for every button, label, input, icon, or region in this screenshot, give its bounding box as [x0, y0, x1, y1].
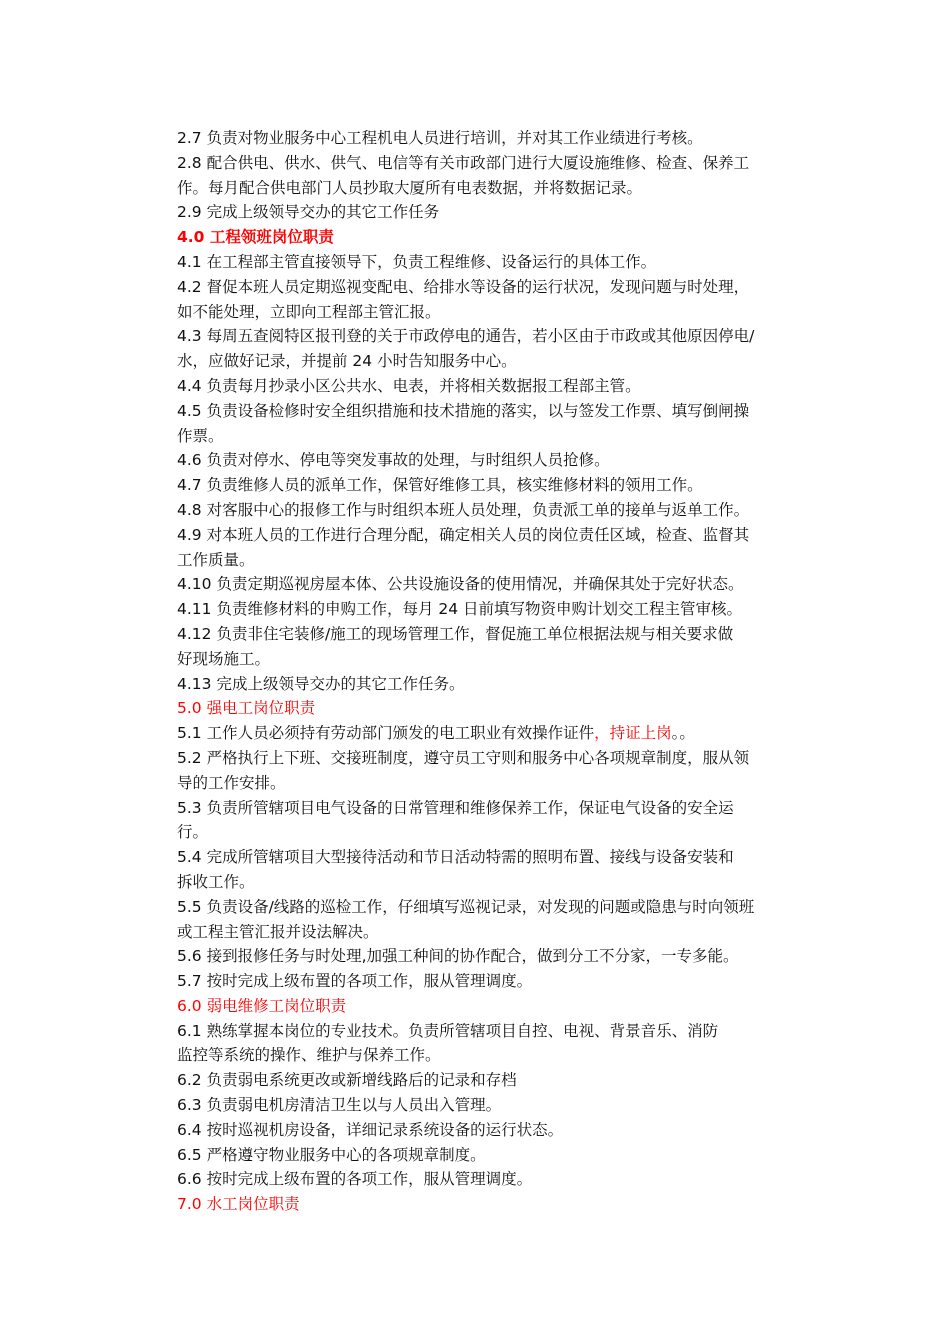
highlight-text: ，持证上岗 [594, 724, 672, 743]
text-line: 4.13 完成上级领导交办的其它工作任务。 [177, 674, 465, 693]
text-line: 4.9 对本班人员的工作进行合理分配，确定相关人员的岗位责任区域，检查、监督其 [177, 525, 750, 544]
text-line: 4.4 负责每月抄录小区公共水、电表，并将相关数据报工程部主管。 [177, 376, 641, 395]
text-line: 6.2 负责弱电系统更改或新增线路后的记录和存档 [177, 1071, 517, 1090]
section-heading: 5.0 强电工岗位职责 [177, 699, 316, 718]
text-line: 6.1 熟练掌握本岗位的专业技术。负责所管辖项目自控、电视、背景音乐、消防 [177, 1021, 719, 1040]
text-segment: 。。 [671, 724, 695, 743]
text-line: 5.2 严格执行上下班、交接班制度，遵守员工守则和服务中心各项规章制度，服从领 [177, 748, 750, 767]
text-line: 好现场施工。 [177, 649, 271, 668]
text-line: 4.10 负责定期巡视房屋本体、公共设施设备的使用情况，并确保其处于完好状态。 [177, 575, 744, 594]
text-line: 2.7 负责对物业服务中心工程机电人员进行培训，并对其工作业绩进行考核。 [177, 129, 703, 147]
text-line: 或工程主管汇报并设法解决。 [177, 922, 379, 941]
text-line: 5.5 负责设备/线路的巡检工作，仔细填写巡视记录，对发现的问题或隐患与时向领班 [177, 897, 755, 916]
text-line: 6.5 严格遵守物业服务中心的各项规章制度。 [177, 1145, 486, 1164]
text-line: 6.4 按时巡视机房设备，详细记录系统设备的运行状态。 [177, 1120, 564, 1139]
text-line: 水，应做好记录，并提前 24 小时告知服务中心。 [177, 352, 517, 371]
text-segment: 5.1 工作人员必须持有劳动部门颁发的电工职业有效操作证件 [177, 724, 595, 743]
text-line: 拆收工作。 [177, 872, 255, 891]
text-line: 4.8 对客服中心的报修工作与时组织本班人员处理，负责派工单的接单与返单工作。 [177, 500, 750, 519]
text-line: 4.5 负责设备检修时安全组织措施和技术措施的落实，以与签发工作票、填写倒闸操 [177, 401, 750, 420]
text-line: 5.7 按时完成上级布置的各项工作，服从管理调度。 [177, 972, 533, 991]
section-heading: 4.0 工程领班岗位职责 [177, 228, 334, 247]
text-line: 作。每月配合供电部门人员抄取大厦所有电表数据，并将数据记录。 [177, 178, 643, 197]
text-line: 4.7 负责维修人员的派单工作，保管好维修工具，核实维修材料的领用工作。 [177, 476, 703, 495]
text-line: 2.8 配合供电、供水、供气、电信等有关市政部门进行大厦设施维修、检查、保养工 [177, 153, 750, 172]
text-line: 5.4 完成所管辖项目大型接待活动和节日活动特需的照明布置、接线与设备安装和 [177, 848, 734, 867]
text-line: 5.3 负责所管辖项目电气设备的日常管理和维修保养工作，保证电气设备的安全运 [177, 798, 734, 817]
text-line: 工作质量。 [177, 550, 255, 569]
text-line: 4.6 负责对停水、停电等突发事故的处理，与时组织人员抢修。 [177, 451, 610, 470]
document-body [177, 126, 802, 1217]
text-line: 2.9 完成上级领导交办的其它工作任务 [177, 203, 440, 222]
text-line: 6.6 按时完成上级布置的各项工作，服从管理调度。 [177, 1170, 533, 1189]
text-line: 如不能处理，立即向工程部主管汇报。 [177, 302, 441, 321]
text-line [177, 721, 802, 746]
text-line: 4.2 督促本班人员定期巡视变配电、给排水等设备的运行状况，发现问题与时处理， [177, 277, 750, 296]
text-line: 4.11 负责维修材料的申购工作，每月 24 日前填写物资申购计划交工程主管审核。 [177, 600, 743, 619]
text-line: 导的工作安排。 [177, 773, 286, 792]
text-line: 4.1 在工程部主管直接领导下，负责工程维修、设备运行的具体工作。 [177, 252, 657, 271]
text-line: 行。 [177, 823, 209, 842]
section-heading: 6.0 弱电维修工岗位职责 [177, 996, 347, 1015]
section-heading: 7.0 水工岗位职责 [177, 1195, 300, 1214]
text-line: 作票。 [177, 426, 224, 445]
text-line: 4.12 负责非住宅装修/施工的现场管理工作，督促施工单位根据法规与相关要求做 [177, 624, 734, 643]
text-line: 5.6 接到报修任务与时处理,加强工种间的协作配合，做到分工不分家，一专多能。 [177, 947, 739, 966]
text-line: 4.3 每周五查阅特区报刊登的关于市政停电的通告，若小区由于市政或其他原因停电/ [177, 327, 755, 346]
text-line: 6.3 负责弱电机房清洁卫生以与人员出入管理。 [177, 1096, 502, 1115]
text-line: 监控等系统的操作、维护与保养工作。 [177, 1046, 441, 1065]
